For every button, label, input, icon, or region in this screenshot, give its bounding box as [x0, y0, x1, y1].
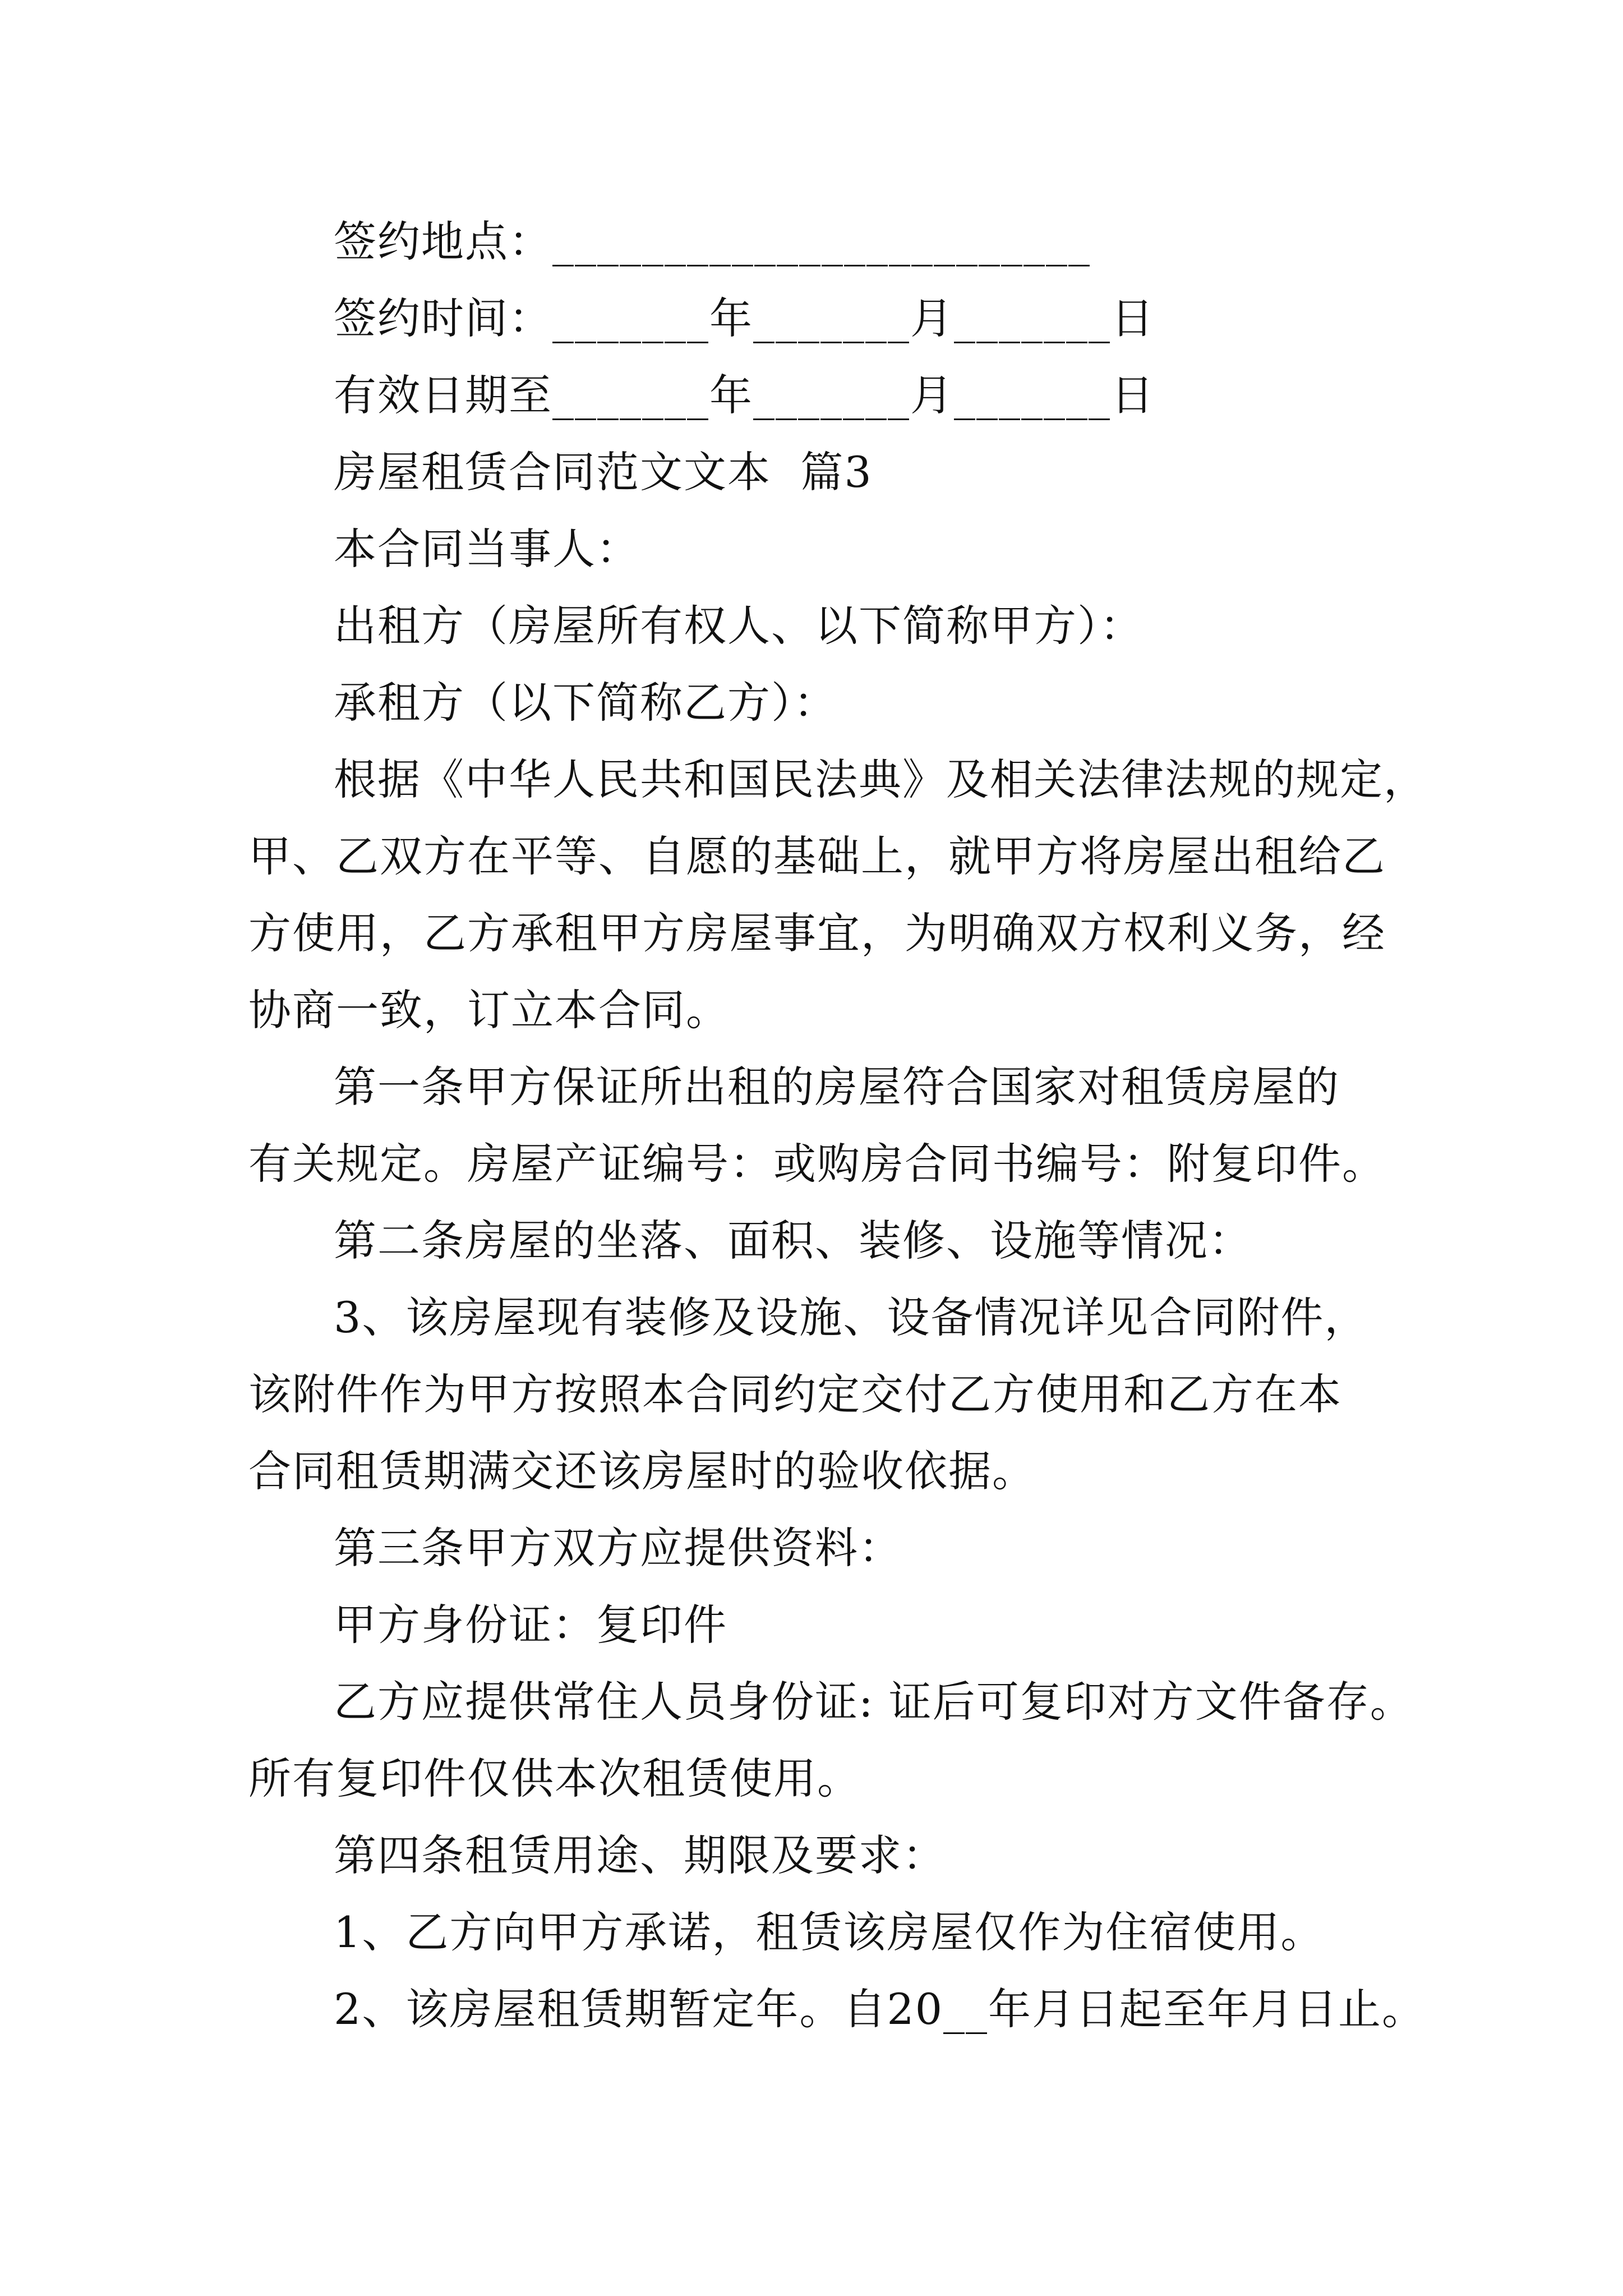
valid-until-line: 有效日期至_______年_______月_______日 [334, 370, 1155, 420]
article-3-heading: 第三条甲方双方应提供资料： [334, 1523, 902, 1573]
preamble-line-2: 甲、乙双方在平等、自愿的基础上，就甲方将房屋出租给乙 [248, 831, 1386, 881]
parties-heading: 本合同当事人： [334, 524, 640, 574]
lessor-line: 出租方（房屋所有权人、以下简称甲方）： [334, 601, 1144, 651]
signing-date-line: 签约时间：_______年_______月_______日 [334, 293, 1155, 343]
lessee-id-line-2: 所有复印件仅供本次租赁使用。 [248, 1754, 861, 1803]
article-4-heading: 第四条租赁用途、期限及要求： [334, 1830, 946, 1880]
article-4-item-1: 1、乙方向甲方承诺，租赁该房屋仅作为住宿使用。 [334, 1907, 1325, 1957]
article-4-item-2: 2、该房屋租赁期暂定年。自20__年月日起至年月日止。 [334, 1984, 1426, 2034]
document-body [248, 203, 1427, 2047]
lessee-line: 承租方（以下简称乙方）： [334, 678, 837, 728]
section-title: 房屋租赁合同范文文本 篇3 [334, 447, 873, 497]
article-2-heading: 第二条房屋的坐落、面积、装修、设施等情况： [334, 1216, 1252, 1266]
article-1-line-2: 有关规定。房屋产证编号：或购房合同书编号：附复印件。 [248, 1139, 1386, 1189]
lessee-id-line-1: 乙方应提供常住人员身份证: 证后可复印对方文件备存。 [334, 1677, 1414, 1727]
signing-place-line: 签约地点：________________________ [334, 217, 1091, 266]
lessor-id-line: 甲方身份证：复印件 [334, 1600, 727, 1650]
preamble-line-4: 协商一致，订立本合同。 [248, 985, 730, 1035]
article-2-item-3-line-2: 该附件作为甲方按照本合同约定交付乙方使用和乙方在本 [248, 1369, 1342, 1419]
article-1-line-1: 第一条甲方保证所出租的房屋符合国家对租赁房屋的 [334, 1062, 1340, 1112]
article-2-item-3-line-1: 3、该房屋现有装修及设施、设备情况详见合同附件， [334, 1292, 1368, 1342]
preamble-line-1: 根据《中华人民共和国民法典》及相关法律法规的规定， [334, 754, 1427, 804]
article-2-item-3-line-3: 合同租赁期满交还该房屋时的验收依据。 [248, 1446, 1036, 1496]
preamble-line-3: 方使用，乙方承租甲方房屋事宜，为明确双方权利义务，经 [248, 908, 1386, 958]
